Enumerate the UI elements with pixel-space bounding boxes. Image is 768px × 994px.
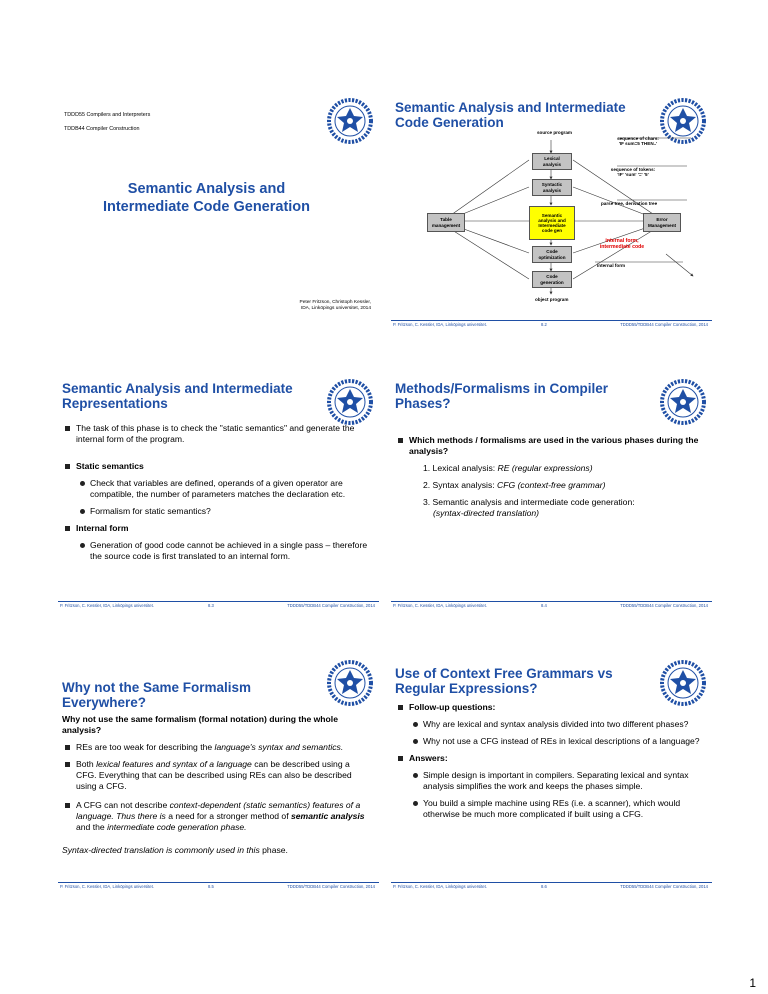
slide-6 xyxy=(391,654,712,895)
bullet-cfg-both-post: can be described using a CFG. Everything that can be described using REs can also be described using a CFG. xyxy=(76,759,352,791)
presentation-title-line-1: Semantic Analysis and xyxy=(127,181,286,197)
bullet-res-weak-text: REs are too weak for describing the xyxy=(76,742,215,752)
box-syntactic-analysis xyxy=(532,179,572,196)
internal-red-line-1: internal form, xyxy=(605,238,639,244)
slide-2-diagram xyxy=(391,92,712,333)
compiler-phases-diagram xyxy=(391,128,712,314)
slide-body xyxy=(395,435,705,525)
opt-line-2: optimization xyxy=(538,254,566,260)
gen-line-1: Code xyxy=(546,274,558,280)
slide-4 xyxy=(391,373,712,614)
label-parse-tree: parse tree, derivation tree xyxy=(601,201,658,206)
bullet-static-semantics: Static semantics xyxy=(62,461,372,472)
bullet-cfg-limit-italic: context-dependent (static semantics) features of a language. Thus there is xyxy=(76,800,361,821)
footer-course: TDDD55/TDDB44 Compiler Construction, 2014 xyxy=(620,884,708,889)
label-internal-form-intermediate-code xyxy=(591,238,653,250)
intro-question: Why not use the same formalism (formal notation) during the whole analysis? xyxy=(62,714,338,735)
closing-italic: Syntax-directed translation is commonly used in this xyxy=(62,845,260,855)
slide-title: Semantic Analysis and Intermediate Code Generation xyxy=(395,100,626,130)
label-sequence-of-tokens xyxy=(595,167,671,178)
closing-line xyxy=(62,845,372,856)
slide-footer xyxy=(391,320,712,330)
slide-title: Use of Context Free Grammars vs Regular Expressions? xyxy=(395,666,613,696)
box-code-generation xyxy=(532,271,572,288)
slide-number: 8.3 xyxy=(208,603,214,608)
footer-authors: P. Fritzson, C. Kessler, IDA, Linköpings universitet. xyxy=(393,603,487,608)
item-lexical-text: 1. Lexical analysis: xyxy=(423,463,498,473)
bullet-cfg-both-italic: lexical features and syntax of a language xyxy=(96,759,252,769)
box-error-management xyxy=(643,213,681,232)
footer-course: TDDD55/TDDB44 Compiler Construction, 2014 xyxy=(287,884,375,889)
item-lexical xyxy=(395,463,705,474)
subbullet-formalism: Formalism for static semantics? xyxy=(62,506,372,517)
liu-logo-icon xyxy=(327,379,373,425)
syntactic-line-1: Syntactic xyxy=(541,182,563,188)
author-line-2: IDA, Linköpings universitet, 2014 xyxy=(300,306,371,312)
item-lexical-formalism: RE (regular expressions) xyxy=(497,463,593,473)
course-line-1: TDDD55 Compilers and Interpreters xyxy=(64,112,151,118)
slide-body xyxy=(62,423,372,568)
bullet-task: The task of this phase is to check the "static semantics" and generate the internal form of the program. xyxy=(62,423,372,445)
label-source-program: source program xyxy=(537,130,572,135)
box-lexical-analysis xyxy=(532,153,572,170)
bullet-answers: Answers: xyxy=(395,753,705,764)
semantic-line-2: analysis and xyxy=(538,217,566,223)
liu-logo-icon xyxy=(327,660,373,706)
gen-line-2: generation xyxy=(540,279,564,285)
table-line-1: Table xyxy=(440,217,452,223)
footer-authors: P. Fritzson, C. Kessler, IDA, Linköpings universitet. xyxy=(60,884,154,889)
liu-logo-icon xyxy=(660,660,706,706)
slide-body xyxy=(62,714,372,862)
item-semantic xyxy=(395,497,705,519)
slide-footer xyxy=(58,601,379,611)
slide-footer xyxy=(391,882,712,892)
footer-course: TDDD55/TDDB44 Compiler Construction, 2014 xyxy=(620,322,708,327)
slide-number: 8.4 xyxy=(541,603,547,608)
course-line-2: TDDB44 Compiler Construction xyxy=(64,126,140,132)
author-line-1: Peter Fritzson, Christoph Kessler, xyxy=(299,300,371,305)
table-line-2: management xyxy=(431,222,461,228)
label-object-program: object program xyxy=(535,297,569,302)
author-credit xyxy=(221,300,371,313)
label-tokens-line-2: 'IF' 'sum' '=' '5' xyxy=(617,172,649,178)
internal-red-line-2: intermediate code xyxy=(599,244,645,250)
item-syntax-formalism: CFG (context-free grammar) xyxy=(497,480,606,490)
bullet-cfg-limit-pre: A CFG can not describe xyxy=(76,800,170,810)
lexical-line-1: Lexical xyxy=(544,156,560,162)
slide-footer xyxy=(58,882,379,892)
subbullet-why-divided: Why are lexical and syntax analysis divided into two different phases? xyxy=(395,719,705,730)
label-chars-line-1: sequence of chars: xyxy=(617,136,659,141)
slide-number: 8.2 xyxy=(541,322,547,327)
bullet-question: Which methods / formalisms are used in the various phases during the analysis? xyxy=(395,435,705,457)
box-table-management xyxy=(427,213,465,232)
slide-number: 8.6 xyxy=(541,884,547,889)
subbullet-check-variables: Check that variables are defined, operands of a given operator are compatible, the number of parameters matches the declaration etc. xyxy=(62,478,372,500)
semantic-line-3: Intermediate xyxy=(538,223,566,228)
label-tokens-line-1: sequence of tokens: xyxy=(610,167,656,172)
footer-course: TDDD55/TDDB44 Compiler Construction, 2014 xyxy=(287,603,375,608)
slide-title: Methods/Formalisms in Compiler Phases? xyxy=(395,381,609,411)
slide-footer xyxy=(391,601,712,611)
error-line-2: Management xyxy=(647,222,677,228)
footer-authors: P. Fritzson, C. Kessler, IDA, Linköpings universitet. xyxy=(393,884,487,889)
footer-authors: P. Fritzson, C. Kessler, IDA, Linköpings universitet. xyxy=(393,322,487,327)
item-syntax xyxy=(395,480,705,491)
label-sequence-of-chars xyxy=(603,136,673,147)
bullet-followup: Follow-up questions: xyxy=(395,702,705,713)
item-semantic-formalism: (syntax-directed translation) xyxy=(433,508,540,518)
item-syntax-text: 2. Syntax analysis: xyxy=(423,480,498,490)
error-line-1: Error xyxy=(656,217,668,223)
bullet-internal-form: Internal form xyxy=(62,523,372,534)
item-semantic-text: 3. Semantic analysis and intermediate code generation: xyxy=(423,497,635,507)
bullet-res-weak xyxy=(62,742,372,753)
label-internal-form: internal form xyxy=(597,263,626,268)
slide-number: 8.5 xyxy=(208,884,214,889)
bullet-cfg-limit-mid: a need for a stronger method of xyxy=(165,811,291,821)
slide-body xyxy=(395,702,705,826)
presentation-title xyxy=(74,180,339,216)
subbullet-why-not-cfg: Why not use a CFG instead of REs in lexical descriptions of a language? xyxy=(395,736,705,747)
liu-logo-icon xyxy=(660,379,706,425)
subbullet-good-code: Generation of good code cannot be achieved in a single pass – therefore the source code is first translated to an internal form. xyxy=(62,540,372,562)
bullet-cfg-both xyxy=(62,759,372,792)
lexical-line-2: analysis xyxy=(542,161,562,167)
bullet-cfg-both-pre: Both xyxy=(76,759,97,769)
subbullet-simple-machine: You build a simple machine using REs (i.e. a scanner), which would otherwise be much more complicated if built using a CFG. xyxy=(395,798,705,820)
footer-course: TDDD55/TDDB44 Compiler Construction, 2014 xyxy=(620,603,708,608)
slide-3 xyxy=(58,373,379,614)
slide-1-title xyxy=(58,92,379,333)
bullet-cfg-limit-mid2: and the xyxy=(76,822,108,832)
slide-5 xyxy=(58,654,379,895)
bullet-res-weak-italic: language's syntax and semantics. xyxy=(214,742,344,752)
syntactic-line-2: analysis xyxy=(542,187,562,193)
page-number: 1 xyxy=(749,976,756,990)
slide-title: Why not the Same Formalism Everywhere? xyxy=(62,680,252,710)
box-code-optimization xyxy=(532,246,572,263)
liu-logo-icon xyxy=(327,98,373,144)
bullet-cfg-limit-bold: semantic analysis xyxy=(291,811,365,821)
semantic-line-4: code gen xyxy=(541,228,563,234)
bullet-cfg-limit xyxy=(62,800,372,833)
box-semantic-analysis-highlighted xyxy=(529,206,575,240)
closing-post: phase. xyxy=(259,845,288,855)
semantic-line-1: Semantic xyxy=(541,212,563,218)
subbullet-simple-design: Simple design is important in compilers. Separating lexical and syntax analysis simplifies the work and keeps the phases simple. xyxy=(395,770,705,792)
presentation-title-line-2: Intermediate Code Generation xyxy=(102,199,311,215)
bullet-cfg-limit-italic2: intermediate code generation phase. xyxy=(107,822,247,832)
slide-title: Semantic Analysis and Intermediate Representations xyxy=(62,381,293,411)
footer-authors: P. Fritzson, C. Kessler, IDA, Linköpings universitet. xyxy=(60,603,154,608)
label-chars-line-2: 'IF sum=5 THEN..' xyxy=(618,141,658,147)
opt-line-1: Code xyxy=(546,249,558,255)
